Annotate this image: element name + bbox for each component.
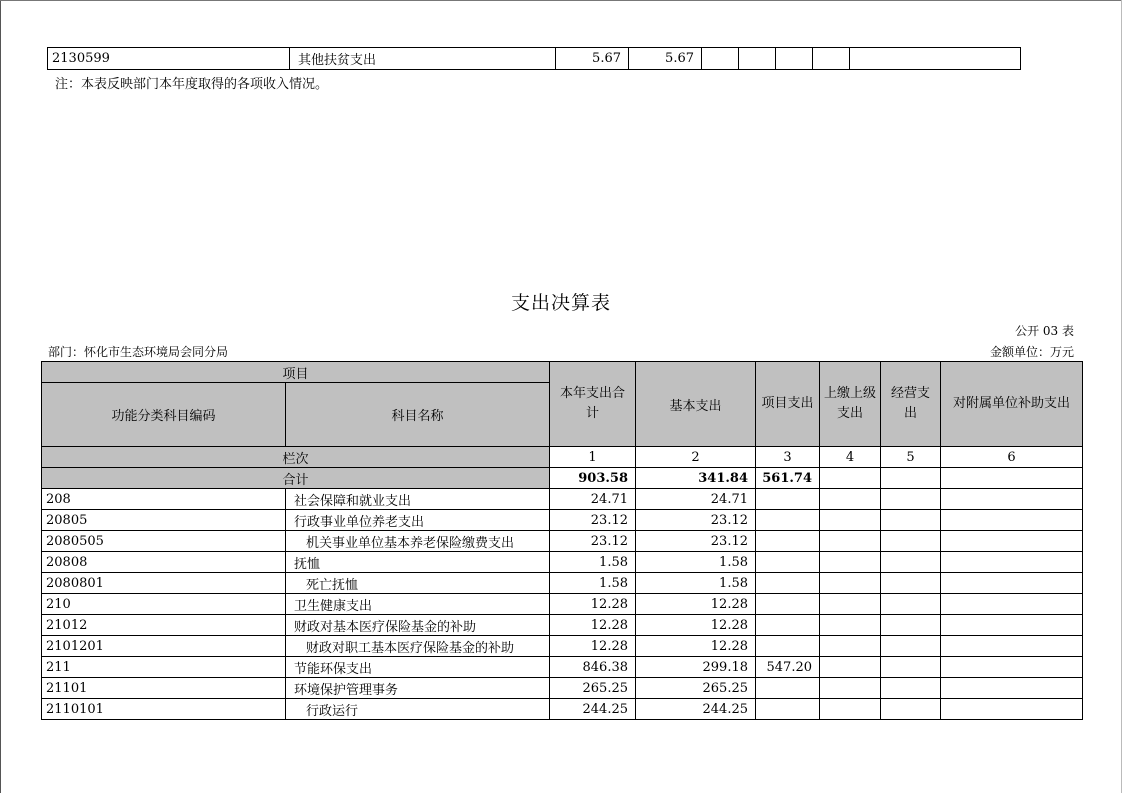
row-total: 265.25 <box>550 678 636 699</box>
row-code: 2080801 <box>42 573 286 594</box>
header-basic: 基本支出 <box>636 362 756 447</box>
expenditure-table <box>41 361 1083 720</box>
row-project <box>756 594 820 615</box>
empty-cell <box>941 489 1083 510</box>
row-project <box>756 678 820 699</box>
prev-code: 2130599 <box>48 48 290 70</box>
row-basic: 23.12 <box>636 510 756 531</box>
row-project <box>756 573 820 594</box>
header-name: 科目名称 <box>286 383 550 447</box>
page-frame-left <box>0 0 1 793</box>
col-no-3: 3 <box>756 447 820 468</box>
row-code: 2110101 <box>42 699 286 720</box>
header-code: 功能分类科目编码 <box>42 383 286 447</box>
row-code: 2080505 <box>42 531 286 552</box>
empty-cell <box>850 48 1021 70</box>
empty-cell <box>820 678 881 699</box>
row-name: 财政对职工基本医疗保险基金的补助 <box>286 636 550 657</box>
table-number: 公开 03 表 <box>1015 324 1074 338</box>
row-project <box>756 615 820 636</box>
empty-cell <box>820 489 881 510</box>
row-total: 12.28 <box>550 594 636 615</box>
empty-cell <box>820 636 881 657</box>
empty-cell <box>881 531 941 552</box>
row-name: 行政运行 <box>286 699 550 720</box>
empty-cell <box>941 573 1083 594</box>
prev-basic: 5.67 <box>629 48 702 70</box>
empty-cell <box>820 468 881 489</box>
department-label: 部门：怀化市生态环境局会同分局 <box>48 345 229 359</box>
table-row <box>42 699 1083 720</box>
row-code: 20808 <box>42 552 286 573</box>
empty-cell <box>820 510 881 531</box>
empty-cell <box>941 678 1083 699</box>
empty-cell <box>941 594 1083 615</box>
table-row <box>42 657 1083 678</box>
empty-cell <box>820 699 881 720</box>
empty-cell <box>820 594 881 615</box>
empty-cell <box>776 48 813 70</box>
row-total: 23.12 <box>550 510 636 531</box>
empty-cell <box>881 510 941 531</box>
table-row <box>42 615 1083 636</box>
empty-cell <box>820 615 881 636</box>
table-row <box>42 594 1083 615</box>
table-note: 注：本表反映部门本年度取得的各项收入情况。 <box>55 77 329 92</box>
empty-cell <box>881 468 941 489</box>
row-total: 244.25 <box>550 699 636 720</box>
row-project <box>756 699 820 720</box>
row-name: 卫生健康支出 <box>286 594 550 615</box>
row-name: 财政对基本医疗保险基金的补助 <box>286 615 550 636</box>
row-total: 846.38 <box>550 657 636 678</box>
row-basic: 12.28 <box>636 636 756 657</box>
row-code: 20805 <box>42 510 286 531</box>
empty-cell <box>941 699 1083 720</box>
row-code: 211 <box>42 657 286 678</box>
row-basic: 12.28 <box>636 615 756 636</box>
row-code: 208 <box>42 489 286 510</box>
header-total: 本年支出合计 <box>550 362 636 447</box>
row-project <box>756 510 820 531</box>
table-row <box>42 510 1083 531</box>
row-basic: 244.25 <box>636 699 756 720</box>
empty-cell <box>820 573 881 594</box>
header-business: 经营支出 <box>881 362 941 447</box>
row-name: 抚恤 <box>286 552 550 573</box>
empty-cell <box>881 636 941 657</box>
row-total: 1.58 <box>550 573 636 594</box>
header-upper: 上缴上级支出 <box>820 362 881 447</box>
col-no-1: 1 <box>550 447 636 468</box>
table-row <box>48 48 1021 70</box>
empty-cell <box>941 636 1083 657</box>
table-row <box>42 573 1083 594</box>
row-basic: 265.25 <box>636 678 756 699</box>
empty-cell <box>820 657 881 678</box>
empty-cell <box>739 48 776 70</box>
previous-table-tail <box>47 47 1021 70</box>
row-basic: 299.18 <box>636 657 756 678</box>
empty-cell <box>813 48 850 70</box>
header-subsidy: 对附属单位补助支出 <box>941 362 1083 447</box>
row-project <box>756 552 820 573</box>
row-code: 21101 <box>42 678 286 699</box>
header-project: 项目支出 <box>756 362 820 447</box>
table-row <box>42 678 1083 699</box>
empty-cell <box>702 48 739 70</box>
totals-project: 561.74 <box>756 468 820 489</box>
col-no-5: 5 <box>881 447 941 468</box>
totals-total: 903.58 <box>550 468 636 489</box>
row-name: 节能环保支出 <box>286 657 550 678</box>
row-name: 机关事业单位基本养老保险缴费支出 <box>286 531 550 552</box>
row-total: 23.12 <box>550 531 636 552</box>
empty-cell <box>941 657 1083 678</box>
row-code: 2101201 <box>42 636 286 657</box>
empty-cell <box>941 510 1083 531</box>
header-item: 项目 <box>42 362 550 383</box>
row-basic: 1.58 <box>636 552 756 573</box>
row-total: 1.58 <box>550 552 636 573</box>
empty-cell <box>820 552 881 573</box>
row-project: 547.20 <box>756 657 820 678</box>
row-total: 12.28 <box>550 615 636 636</box>
row-name: 死亡抚恤 <box>286 573 550 594</box>
col-no-4: 4 <box>820 447 881 468</box>
empty-cell <box>881 573 941 594</box>
table-row <box>42 552 1083 573</box>
empty-cell <box>941 552 1083 573</box>
table-row <box>42 636 1083 657</box>
empty-cell <box>941 468 1083 489</box>
row-basic: 23.12 <box>636 531 756 552</box>
table-row <box>42 531 1083 552</box>
page-frame-top <box>0 0 1122 1</box>
col-no-2: 2 <box>636 447 756 468</box>
row-name: 行政事业单位养老支出 <box>286 510 550 531</box>
row-code: 210 <box>42 594 286 615</box>
row-basic: 12.28 <box>636 594 756 615</box>
header-row-no: 栏次 <box>42 447 550 468</box>
row-name: 环境保护管理事务 <box>286 678 550 699</box>
totals-row <box>42 468 1083 489</box>
empty-cell <box>881 615 941 636</box>
row-project <box>756 489 820 510</box>
row-basic: 24.71 <box>636 489 756 510</box>
empty-cell <box>941 615 1083 636</box>
row-project <box>756 531 820 552</box>
row-basic: 1.58 <box>636 573 756 594</box>
table-row <box>42 489 1083 510</box>
empty-cell <box>881 552 941 573</box>
prev-total: 5.67 <box>556 48 629 70</box>
totals-basic: 341.84 <box>636 468 756 489</box>
empty-cell <box>820 531 881 552</box>
empty-cell <box>941 531 1083 552</box>
row-code: 21012 <box>42 615 286 636</box>
empty-cell <box>881 489 941 510</box>
unit-label: 金额单位：万元 <box>989 345 1074 359</box>
row-total: 12.28 <box>550 636 636 657</box>
row-project <box>756 636 820 657</box>
col-no-6: 6 <box>941 447 1083 468</box>
totals-label: 合计 <box>42 468 550 489</box>
prev-name: 其他扶贫支出 <box>290 48 556 70</box>
row-name: 社会保障和就业支出 <box>286 489 550 510</box>
row-total: 24.71 <box>550 489 636 510</box>
empty-cell <box>881 657 941 678</box>
page-title: 支出决算表 <box>510 292 611 314</box>
empty-cell <box>881 699 941 720</box>
empty-cell <box>881 678 941 699</box>
empty-cell <box>881 594 941 615</box>
